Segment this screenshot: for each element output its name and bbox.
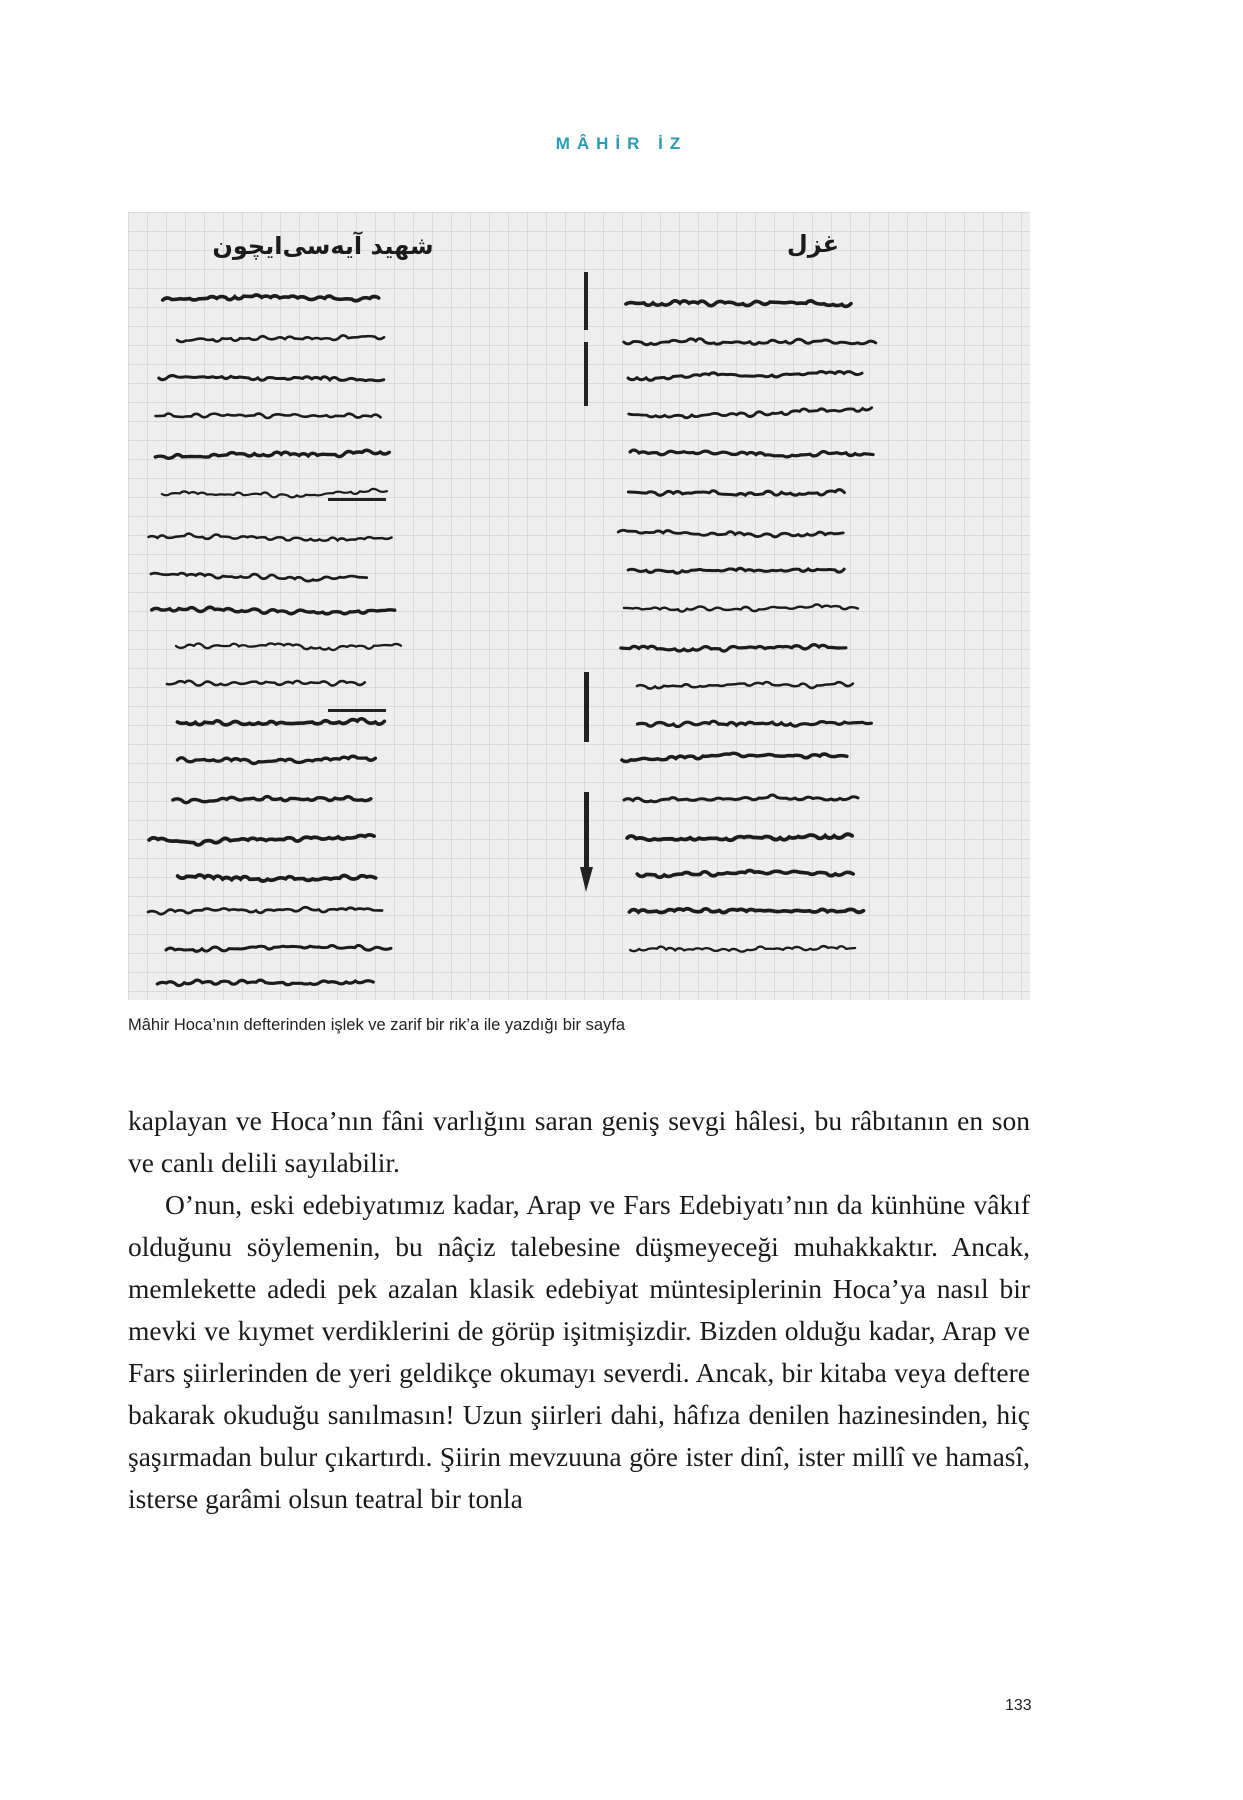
handwritten-line [637, 870, 853, 877]
handwritten-line [156, 414, 381, 418]
handwritten-line [177, 756, 375, 763]
handwritten-line [178, 875, 376, 881]
page-number: 133 [1005, 1697, 1032, 1714]
paragraph: O’nun, eski edebiyatımız kadar, Arap ve Fars Edebiyatı’nın da künhüne vâkıf olduğunu söylemenin, bu nâçiz talebesine düşmeyeceği muhakkaktır. Ancak, memlekette adedi pek azalan klasik edebiyat müntesiplerinin Hoca’ya nasıl bir mevki ve kıymet verdiklerini de görüp işitmişizdir. Bizden olduğu kadar, Arap ve Fars şiirlerinden de yeri geldikçe okumayı severdi. Ancak, bir kitaba veya deftere bakarak okuduğu sanılmasın! Uzun şiirleri dahi, hâfıza denilen hazinesinden, hiç şaşırmadan bulur çıkartırdı. Şiirin mevzuuna göre ister dinî, ister millî ve hamasî, isterse garâmi olsun teatral bir tonla [128, 1189, 1030, 1514]
handwritten-line [622, 753, 847, 761]
handwritten-line [627, 834, 852, 840]
handwritten-line [173, 797, 371, 803]
handwritten-line [151, 573, 367, 581]
handwritten-line [167, 681, 365, 686]
figure-caption: Mâhir Hoca’nın defterinden işlek ve zarif bir rik’a ile yazdığı bir sayfa [128, 1016, 626, 1034]
handwritten-line [152, 607, 395, 614]
handwritten-line [149, 534, 392, 541]
handwritten-line [162, 489, 387, 498]
manuscript-image [128, 212, 1030, 1000]
right-page-title: غزل [786, 230, 840, 258]
paragraph: kaplayan ve Hoca’nın fâni varlığını saran geniş sevgi hâlesi, bu râbıtanın en son ve canlı delili sayılabilir. [128, 1105, 1030, 1178]
handwritten-line [637, 721, 871, 726]
handwritten-line [163, 295, 379, 301]
handwritten-line [626, 301, 851, 307]
handwritten-line [628, 490, 844, 496]
spine-mark [580, 867, 593, 892]
handwriting-drawing [128, 212, 1030, 1000]
handwritten-line [177, 335, 384, 341]
spine-mark [584, 672, 589, 742]
handwritten-line [630, 450, 873, 457]
handwritten-line [166, 945, 391, 951]
handwritten-line [628, 372, 862, 381]
divider-rule [328, 709, 386, 712]
spine-mark [584, 272, 588, 330]
handwritten-line [624, 339, 876, 345]
handwritten-line [177, 719, 384, 725]
body-text [128, 1100, 1030, 1520]
running-head: MÂHİR İZ [555, 134, 688, 153]
handwritten-line [630, 946, 855, 952]
handwritten-line [621, 645, 846, 651]
handwritten-line [629, 408, 872, 418]
handwritten-line [176, 643, 401, 650]
left-page-title: شهید آیه‌سی‌ایچون [212, 232, 434, 260]
handwritten-line [624, 604, 858, 611]
handwritten-line [637, 682, 853, 689]
handwritten-line [624, 795, 858, 802]
spine-mark [584, 342, 588, 406]
handwritten-line [148, 907, 382, 914]
handwritten-line [159, 376, 384, 381]
handwritten-line [149, 835, 374, 845]
handwritten-line [155, 450, 389, 458]
handwritten-line [157, 980, 373, 985]
spine-mark [584, 792, 589, 872]
handwritten-line [629, 909, 863, 913]
handwritten-line [618, 530, 843, 537]
handwritten-line [628, 568, 844, 573]
divider-rule [328, 498, 386, 501]
